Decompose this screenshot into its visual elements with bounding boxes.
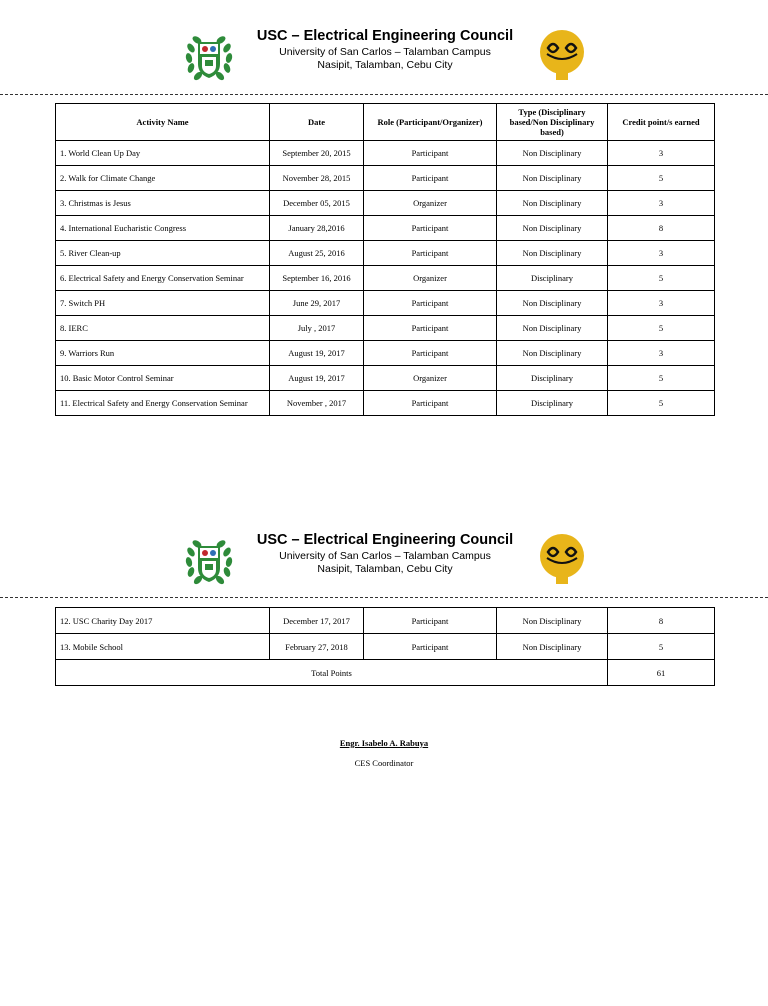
activity-date: August 19, 2017 [270,366,364,391]
usc-seal-icon [181,30,237,86]
activity-type: Disciplinary [497,391,608,416]
activity-type: Non Disciplinary [497,634,608,660]
activity-name: 1. World Clean Up Day [56,141,270,166]
activity-date: November , 2017 [270,391,364,416]
activity-points: 8 [608,608,715,634]
activity-role: Participant [364,316,497,341]
table-row [56,634,715,660]
activity-role: Participant [364,391,497,416]
activity-role: Participant [364,216,497,241]
activity-points: 3 [608,141,715,166]
activity-name: 9. Warriors Run [56,341,270,366]
activity-points: 5 [608,634,715,660]
table-header-row [56,104,715,141]
activity-role: Participant [364,291,497,316]
table-row [56,341,715,366]
activity-type: Non Disciplinary [497,141,608,166]
activity-name: 5. River Clean-up [56,241,270,266]
activity-name: 12. USC Charity Day 2017 [56,608,270,634]
page-header-2 [0,532,768,602]
activity-points: 5 [608,366,715,391]
activity-role: Organizer [364,266,497,291]
activity-points: 3 [608,191,715,216]
council-title: USC – Electrical Engineering Council [256,28,514,44]
activity-points: 8 [608,216,715,241]
activity-date: January 28,2016 [270,216,364,241]
activity-role: Organizer [364,366,497,391]
signatory-role: CES Coordinator [354,758,414,768]
activity-type: Non Disciplinary [497,341,608,366]
council-title: USC – Electrical Engineering Council [256,532,514,548]
activity-points: 5 [608,316,715,341]
table-row [56,608,715,634]
activity-role: Participant [364,141,497,166]
table-row [56,316,715,341]
header-divider-1 [0,94,768,95]
activity-role: Organizer [364,191,497,216]
activity-date: June 29, 2017 [270,291,364,316]
activity-date: September 20, 2015 [270,141,364,166]
activity-date: February 27, 2018 [270,634,364,660]
activity-type: Non Disciplinary [497,291,608,316]
col-credit-points: Credit point/s earned [608,104,715,141]
activity-name: 10. Basic Motor Control Seminar [56,366,270,391]
table-row [56,166,715,191]
table-row [56,266,715,291]
total-row [56,660,715,686]
activity-type: Non Disciplinary [497,608,608,634]
activity-date: September 16, 2016 [270,266,364,291]
activities-table-1 [55,103,715,416]
activity-points: 3 [608,341,715,366]
activity-points: 3 [608,291,715,316]
table-row [56,366,715,391]
activity-date: August 25, 2016 [270,241,364,266]
activity-points: 5 [608,391,715,416]
activity-type: Disciplinary [497,366,608,391]
activity-role: Participant [364,341,497,366]
activity-name: 13. Mobile School [56,634,270,660]
activity-role: Participant [364,166,497,191]
activity-name: 11. Electrical Safety and Energy Conservation Seminar [56,391,270,416]
page-header-1 [0,28,768,98]
activity-type: Disciplinary [497,266,608,291]
activity-name: 6. Electrical Safety and Energy Conservation Seminar [56,266,270,291]
council-emblem-icon [538,28,586,84]
university-name: University of San Carlos – Talamban Campus [279,550,491,562]
activity-date: August 19, 2017 [270,341,364,366]
activity-type: Non Disciplinary [497,166,608,191]
table-row [56,241,715,266]
activity-points: 5 [608,266,715,291]
activity-date: December 05, 2015 [270,191,364,216]
university-address: Nasipit, Talamban, Cebu City [317,59,453,71]
activity-type: Non Disciplinary [497,191,608,216]
activity-name: 3. Christmas is Jesus [56,191,270,216]
activity-type: Non Disciplinary [497,316,608,341]
council-emblem-icon [538,532,586,588]
col-date: Date [270,104,364,141]
activities-table-2 [55,607,715,686]
col-role: Role (Participant/Organizer) [364,104,497,141]
activity-name: 2. Walk for Climate Change [56,166,270,191]
activity-date: December 17, 2017 [270,608,364,634]
activity-name: 4. International Eucharistic Congress [56,216,270,241]
activity-points: 3 [608,241,715,266]
university-name: University of San Carlos – Talamban Campus [279,46,491,58]
activity-role: Participant [364,241,497,266]
activity-type: Non Disciplinary [497,216,608,241]
activity-name: 8. IERC [56,316,270,341]
activity-name: 7. Switch PH [56,291,270,316]
total-value: 61 [608,660,715,686]
table-row [56,291,715,316]
university-address: Nasipit, Talamban, Cebu City [317,563,453,575]
signatory-name: Engr. Isabelo A. Rabuya [339,738,429,748]
table-row [56,216,715,241]
activity-date: July , 2017 [270,316,364,341]
total-label: Total Points [56,660,608,686]
activity-date: November 28, 2015 [270,166,364,191]
activity-type: Non Disciplinary [497,241,608,266]
activity-role: Participant [364,608,497,634]
usc-seal-icon [181,534,237,590]
activity-role: Participant [364,634,497,660]
table-row [56,391,715,416]
header-divider-2 [0,597,768,598]
col-activity-name: Activity Name [56,104,270,141]
table-row [56,191,715,216]
col-type: Type (Disciplinary based/Non Disciplinary based) [497,104,608,141]
activity-points: 5 [608,166,715,191]
table-row [56,141,715,166]
